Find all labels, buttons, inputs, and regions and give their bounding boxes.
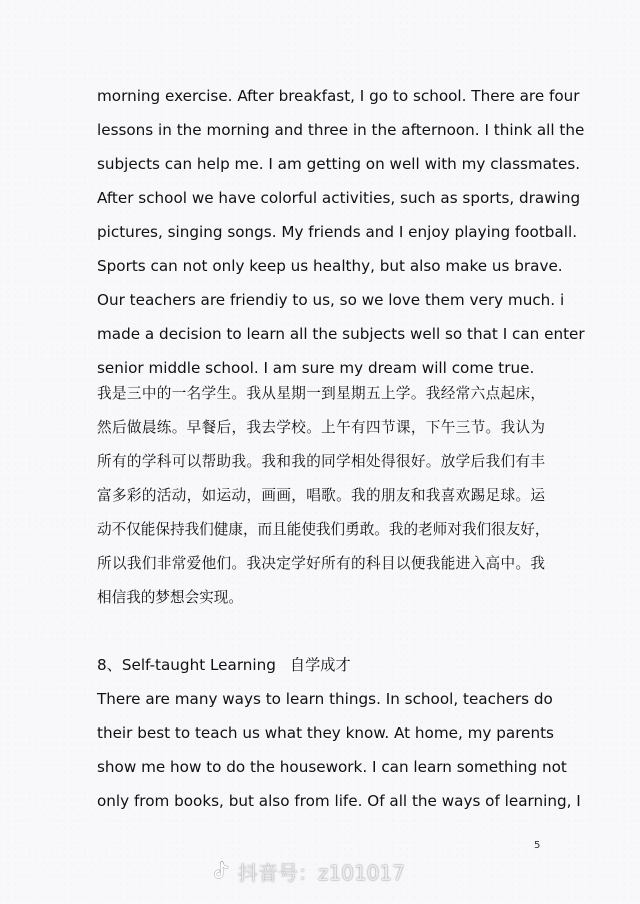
text-line: only from books, but also from life. Of all the ways of learning, I xyxy=(97,792,581,810)
text-line: Sports can not only keep us healthy, but also make us brave. xyxy=(97,257,563,275)
text-line: 动不仅能保持我们健康，而且能使我们勇敢。我的老师对我们很友好， xyxy=(97,521,550,538)
section-heading xyxy=(97,651,351,679)
page-number: 5 xyxy=(534,840,541,851)
text-line: There are many ways to learn things. In school, teachers do xyxy=(97,690,553,708)
text-line: 相信我的梦想会实现。 xyxy=(97,589,243,606)
text-line: After school we have colorful activities, such as sports, drawing xyxy=(97,189,581,207)
text-line: made a decision to learn all the subjects well so that I can enter xyxy=(97,325,585,343)
text-line: subjects can help me. I am getting on well with my classmates. xyxy=(97,155,581,173)
section-title-en: 8、Self-taught Learning xyxy=(97,656,276,674)
text-line: Our teachers are friendiy to us, so we love them very much. i xyxy=(97,291,565,309)
watermark-text: 抖音号：z101017 xyxy=(238,860,405,885)
english-paragraph-2 xyxy=(97,685,581,821)
text-line: 所以我们非常爱他们。我决定学好所有的科目以便我能进入高中。我 xyxy=(97,555,545,572)
text-line: pictures, singing songs. My friends and I enjoy playing football. xyxy=(97,223,578,241)
douyin-logo-icon xyxy=(210,860,232,882)
text-line: 然后做晨练。早餐后，我去学校。上午有四节课，下午三节。我认为 xyxy=(97,419,545,436)
text-line: senior middle school. I am sure my dream will come true. xyxy=(97,359,535,377)
text-line: 所有的学科可以帮助我。我和我的同学相处得很好。放学后我们有丰 xyxy=(97,453,545,470)
text-line: show me how to do the housework. I can learn something not xyxy=(97,758,567,776)
text-line: 富多彩的活动，如运动，画画，唱歌。我的朋友和我喜欢踢足球。运 xyxy=(97,487,545,504)
text-line: their best to teach us what they know. At home, my parents xyxy=(97,724,554,742)
english-paragraph xyxy=(97,82,585,388)
section-title-cn: 自学成才 xyxy=(289,656,351,674)
text-line: 我是三中的一名学生。我从星期一到星期五上学。我经常六点起床， xyxy=(97,385,545,402)
text-line: morning exercise. After breakfast, I go to school. There are four xyxy=(97,87,580,105)
watermark xyxy=(210,856,405,886)
chinese-paragraph xyxy=(97,380,550,618)
text-line: lessons in the morning and three in the afternoon. I think all the xyxy=(97,121,585,139)
